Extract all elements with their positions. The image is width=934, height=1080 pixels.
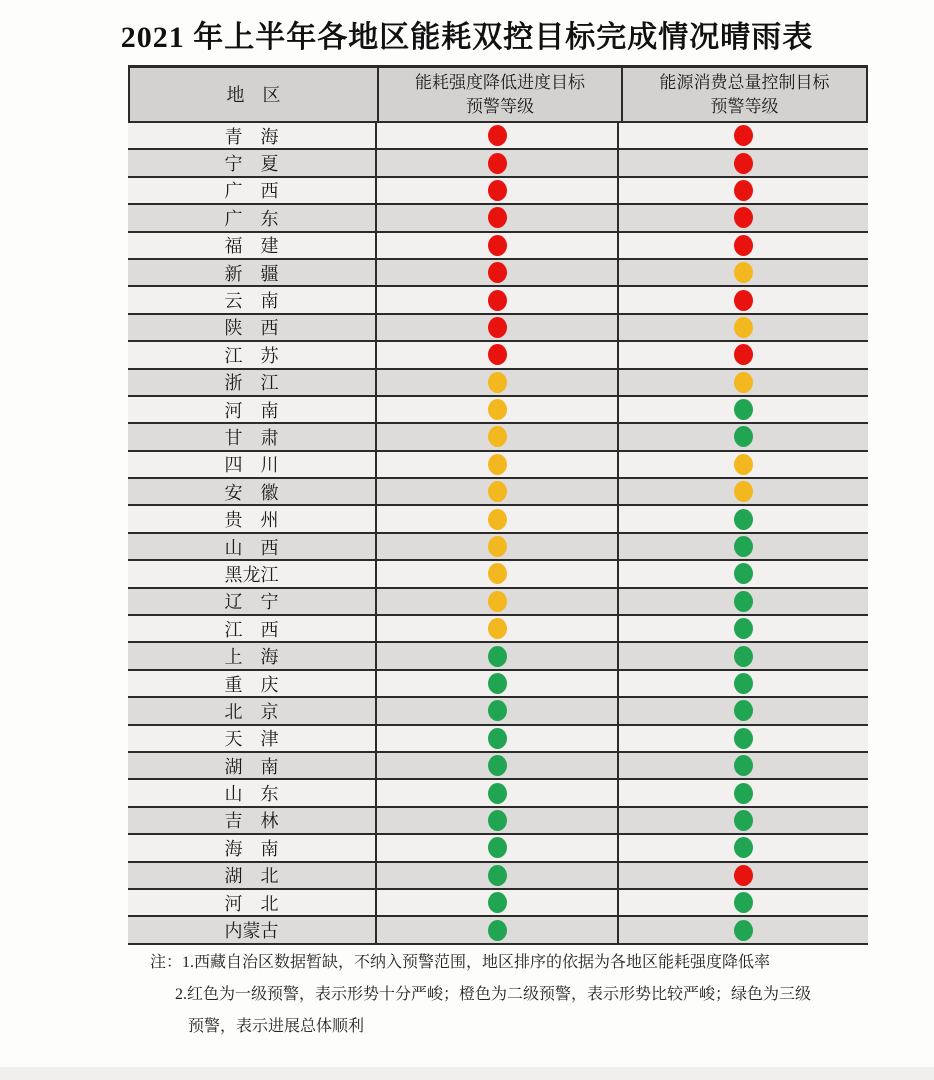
table-row <box>128 534 868 561</box>
total-cell <box>619 178 868 203</box>
column-header-region: 地 区 <box>130 68 379 121</box>
region-cell: 天 津 <box>128 726 377 751</box>
region-cell: 广 西 <box>128 178 377 203</box>
table-row <box>128 150 868 177</box>
total-status-dot-red <box>734 235 753 256</box>
intensity-cell <box>377 726 619 751</box>
region-cell: 广 东 <box>128 205 377 230</box>
region-cell: 山 西 <box>128 534 377 559</box>
intensity-status-dot-orange <box>488 399 507 420</box>
table-row <box>128 287 868 314</box>
total-cell <box>619 890 868 915</box>
table-header-row <box>128 65 868 123</box>
region-cell: 四 川 <box>128 452 377 477</box>
total-cell <box>619 424 868 449</box>
intensity-status-dot-green <box>488 700 507 721</box>
intensity-status-dot-green <box>488 673 507 694</box>
table-row <box>128 917 868 944</box>
intensity-cell <box>377 506 619 531</box>
intensity-status-dot-orange <box>488 536 507 557</box>
total-cell <box>619 863 868 888</box>
region-cell: 新 疆 <box>128 260 377 285</box>
total-cell <box>619 260 868 285</box>
total-status-dot-red <box>734 290 753 311</box>
intensity-cell <box>377 205 619 230</box>
table-body <box>128 123 868 945</box>
intensity-status-dot-green <box>488 892 507 913</box>
intensity-cell <box>377 178 619 203</box>
intensity-cell <box>377 616 619 641</box>
table-row <box>128 424 868 451</box>
intensity-cell <box>377 643 619 668</box>
intensity-cell <box>377 698 619 723</box>
total-status-dot-green <box>734 426 753 447</box>
region-cell: 浙 江 <box>128 370 377 395</box>
intensity-status-dot-red <box>488 125 507 146</box>
intensity-status-dot-green <box>488 755 507 776</box>
table-row <box>128 753 868 780</box>
table-row <box>128 726 868 753</box>
total-status-dot-green <box>734 728 753 749</box>
intensity-status-dot-orange <box>488 618 507 639</box>
region-cell: 湖 北 <box>128 863 377 888</box>
region-cell: 黑龙江 <box>128 561 377 586</box>
region-cell: 云 南 <box>128 287 377 312</box>
total-cell <box>619 479 868 504</box>
total-cell <box>619 370 868 395</box>
table-row <box>128 780 868 807</box>
column-header-total-line1: 能源消费总量控制目标 <box>659 72 830 92</box>
total-cell <box>619 205 868 230</box>
intensity-status-dot-red <box>488 317 507 338</box>
region-cell: 内蒙古 <box>128 917 377 942</box>
total-status-dot-red <box>734 180 753 201</box>
table-row <box>128 698 868 725</box>
intensity-status-dot-orange <box>488 481 507 502</box>
total-status-dot-green <box>734 673 753 694</box>
intensity-cell <box>377 287 619 312</box>
total-status-dot-green <box>734 399 753 420</box>
total-cell <box>619 753 868 778</box>
table-row <box>128 342 868 369</box>
intensity-status-dot-green <box>488 920 507 941</box>
intensity-cell <box>377 315 619 340</box>
intensity-status-dot-green <box>488 646 507 667</box>
table-row <box>128 808 868 835</box>
total-status-dot-green <box>734 563 753 584</box>
region-cell: 江 西 <box>128 616 377 641</box>
table-row <box>128 123 868 150</box>
intensity-cell <box>377 753 619 778</box>
table-row <box>128 452 868 479</box>
table-row <box>128 616 868 643</box>
total-cell <box>619 917 868 942</box>
total-status-dot-green <box>734 783 753 804</box>
footnotes <box>128 953 908 1049</box>
total-status-dot-green <box>734 920 753 941</box>
column-header-intensity-line2: 预警等级 <box>466 96 534 116</box>
total-status-dot-red <box>734 207 753 228</box>
region-cell: 贵 州 <box>128 506 377 531</box>
bottom-gray-bar <box>0 1067 934 1080</box>
intensity-status-dot-orange <box>488 372 507 393</box>
intensity-status-dot-green <box>488 810 507 831</box>
region-cell: 吉 林 <box>128 808 377 833</box>
intensity-cell <box>377 233 619 258</box>
total-status-dot-green <box>734 700 753 721</box>
region-cell: 湖 南 <box>128 753 377 778</box>
intensity-cell <box>377 370 619 395</box>
column-header-intensity <box>379 68 623 121</box>
region-cell: 辽 宁 <box>128 589 377 614</box>
table-row <box>128 561 868 588</box>
total-status-dot-red <box>734 153 753 174</box>
region-cell: 重 庆 <box>128 671 377 696</box>
intensity-status-dot-green <box>488 728 507 749</box>
intensity-status-dot-green <box>488 783 507 804</box>
total-status-dot-orange <box>734 481 753 502</box>
region-cell: 海 南 <box>128 835 377 860</box>
footnote-line-1: 注：1.西藏自治区数据暂缺，不纳入预警范围，地区排序的依据为各地区能耗强度降低率 <box>150 954 771 971</box>
intensity-cell <box>377 808 619 833</box>
intensity-status-dot-red <box>488 344 507 365</box>
intensity-cell <box>377 150 619 175</box>
total-cell <box>619 506 868 531</box>
total-status-dot-red <box>734 125 753 146</box>
total-status-dot-green <box>734 509 753 530</box>
region-cell: 江 苏 <box>128 342 377 367</box>
intensity-cell <box>377 397 619 422</box>
page-title: 2021 年上半年各地区能耗双控目标完成情况晴雨表 <box>120 21 814 54</box>
table-row <box>128 671 868 698</box>
footnote-line-3: 预警，表示进展总体顺利 <box>188 1018 365 1035</box>
intensity-status-dot-red <box>488 207 507 228</box>
intensity-cell <box>377 561 619 586</box>
region-cell: 上 海 <box>128 643 377 668</box>
total-status-dot-red <box>734 344 753 365</box>
total-status-dot-orange <box>734 262 753 283</box>
region-cell: 河 南 <box>128 397 377 422</box>
total-status-dot-green <box>734 646 753 667</box>
intensity-status-dot-red <box>488 262 507 283</box>
intensity-status-dot-green <box>488 865 507 886</box>
region-cell: 安 徽 <box>128 479 377 504</box>
total-status-dot-orange <box>734 372 753 393</box>
total-status-dot-orange <box>734 454 753 475</box>
total-cell <box>619 698 868 723</box>
intensity-cell <box>377 917 619 942</box>
table-row <box>128 643 868 670</box>
intensity-cell <box>377 424 619 449</box>
region-cell: 陕 西 <box>128 315 377 340</box>
region-cell: 青 海 <box>128 123 377 148</box>
footnote-line-2: 2.红色为一级预警，表示形势十分严峻；橙色为二级预警，表示形势比较严峻；绿色为三级 <box>175 986 812 1003</box>
total-status-dot-red <box>734 865 753 886</box>
intensity-cell <box>377 479 619 504</box>
total-cell <box>619 589 868 614</box>
intensity-status-dot-orange <box>488 509 507 530</box>
table-row <box>128 370 868 397</box>
total-status-dot-green <box>734 536 753 557</box>
intensity-cell <box>377 890 619 915</box>
region-cell: 宁 夏 <box>128 150 377 175</box>
intensity-cell <box>377 452 619 477</box>
total-cell <box>619 726 868 751</box>
intensity-status-dot-orange <box>488 563 507 584</box>
total-status-dot-green <box>734 618 753 639</box>
intensity-cell <box>377 863 619 888</box>
column-header-intensity-line1: 能耗强度降低进度目标 <box>415 72 585 92</box>
table-row <box>128 835 868 862</box>
intensity-cell <box>377 534 619 559</box>
table-row <box>128 397 868 424</box>
total-status-dot-green <box>734 755 753 776</box>
table-row <box>128 589 868 616</box>
intensity-status-dot-orange <box>488 454 507 475</box>
region-cell: 山 东 <box>128 780 377 805</box>
region-cell: 北 京 <box>128 698 377 723</box>
intensity-status-dot-red <box>488 180 507 201</box>
intensity-status-dot-green <box>488 837 507 858</box>
total-cell <box>619 616 868 641</box>
table-row <box>128 506 868 533</box>
intensity-cell <box>377 123 619 148</box>
column-header-total-line2: 预警等级 <box>710 96 779 116</box>
total-cell <box>619 835 868 860</box>
total-status-dot-green <box>734 892 753 913</box>
total-cell <box>619 780 868 805</box>
table-row <box>128 260 868 287</box>
intensity-status-dot-orange <box>488 426 507 447</box>
total-cell <box>619 342 868 367</box>
total-status-dot-green <box>734 837 753 858</box>
intensity-status-dot-red <box>488 290 507 311</box>
intensity-status-dot-red <box>488 235 507 256</box>
total-cell <box>619 123 868 148</box>
total-cell <box>619 808 868 833</box>
intensity-cell <box>377 260 619 285</box>
table-row <box>128 178 868 205</box>
total-cell <box>619 233 868 258</box>
total-cell <box>619 643 868 668</box>
intensity-cell <box>377 589 619 614</box>
total-cell <box>619 561 868 586</box>
table-row <box>128 233 868 260</box>
region-cell: 河 北 <box>128 890 377 915</box>
table-row <box>128 479 868 506</box>
total-status-dot-green <box>734 591 753 612</box>
total-cell <box>619 534 868 559</box>
region-cell: 甘 肃 <box>128 424 377 449</box>
total-cell <box>619 671 868 696</box>
intensity-cell <box>377 342 619 367</box>
table-row <box>128 205 868 232</box>
region-cell: 福 建 <box>128 233 377 258</box>
total-cell <box>619 452 868 477</box>
total-cell <box>619 150 868 175</box>
table-row <box>128 863 868 890</box>
warning-table <box>128 65 868 945</box>
intensity-cell <box>377 835 619 860</box>
total-cell <box>619 287 868 312</box>
total-cell <box>619 397 868 422</box>
total-status-dot-green <box>734 810 753 831</box>
intensity-status-dot-orange <box>488 591 507 612</box>
table-row <box>128 890 868 917</box>
intensity-cell <box>377 671 619 696</box>
intensity-status-dot-red <box>488 153 507 174</box>
table-row <box>128 315 868 342</box>
column-header-total <box>623 68 866 121</box>
intensity-cell <box>377 780 619 805</box>
total-status-dot-orange <box>734 317 753 338</box>
total-cell <box>619 315 868 340</box>
